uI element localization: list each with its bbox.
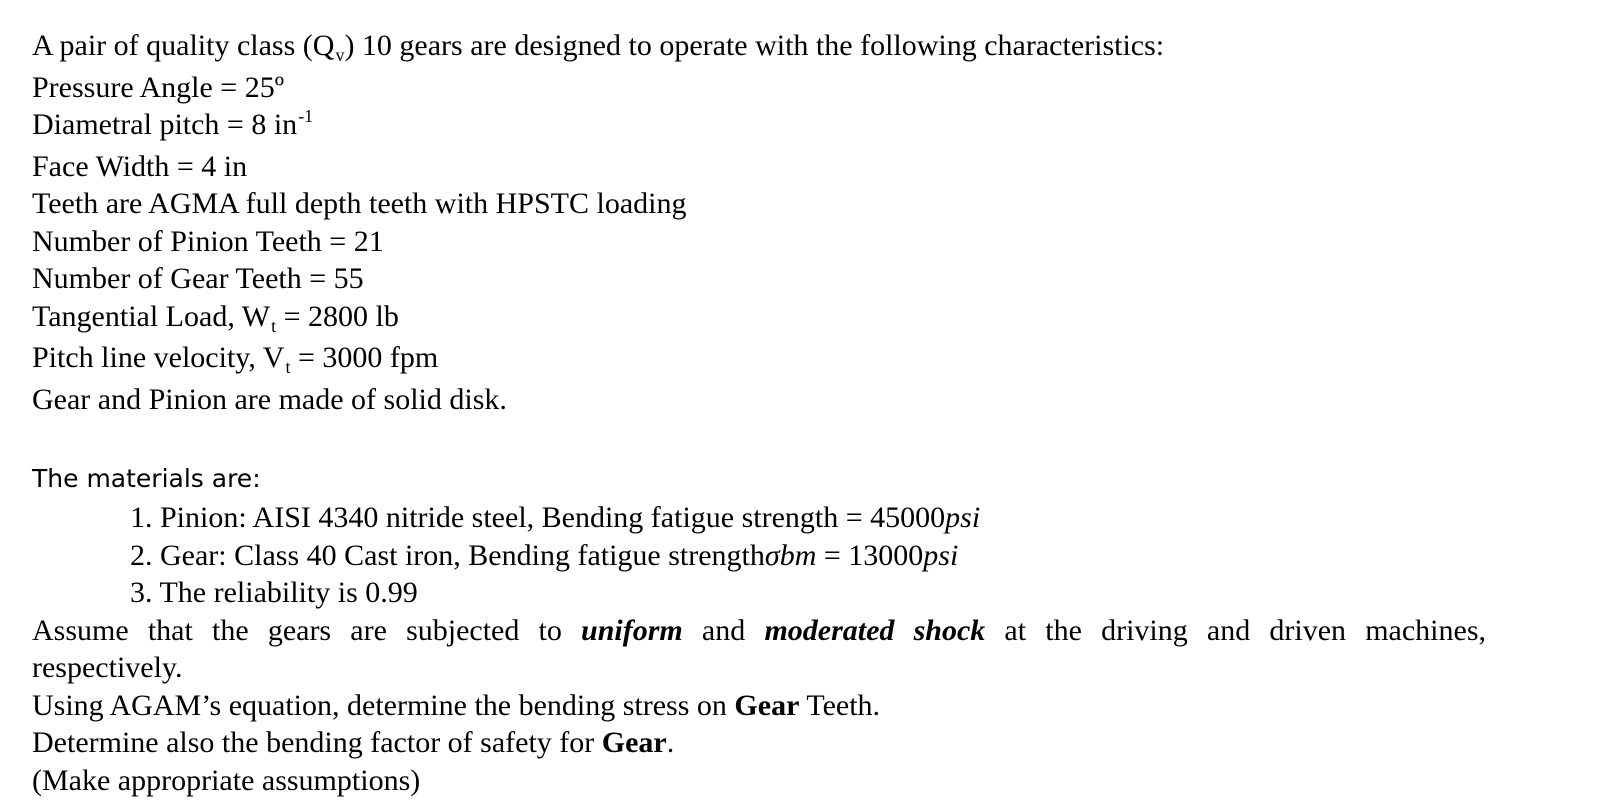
task1-prefix: Using AGAM’s equation, determine the bending stress on	[32, 688, 735, 722]
pitch-velocity-subscript: t	[285, 357, 291, 377]
list-item-text: The reliability is 0.99	[152, 576, 418, 609]
materials-heading: The materials are:	[32, 464, 261, 493]
list-item	[32, 574, 1568, 612]
list-item-unit: psi	[945, 501, 981, 534]
pitch-velocity-value: = 3000 fpm	[290, 341, 439, 374]
list-item-symbol: σbm	[764, 538, 817, 572]
tangential-load-value: = 2800 lb	[276, 299, 399, 333]
tangential-load-line	[32, 298, 1568, 340]
list-item-text: Pinion: AISI 4340 nitride steel, Bending fatigue strength = 45000	[152, 501, 946, 534]
pressure-angle-line: Pressure Angle = 25º	[32, 70, 285, 104]
list-item-number: 1.	[130, 501, 153, 534]
assume-and: and	[682, 613, 765, 647]
intro-subscript: v	[335, 45, 345, 65]
diametral-pitch-superscript: -1	[298, 106, 314, 126]
intro-text: A pair of quality class (Q	[32, 29, 335, 62]
assume-line	[32, 612, 1486, 650]
pitch-velocity-line	[32, 339, 1568, 381]
task-factor-of-safety	[32, 724, 1568, 762]
respectively-line: respectively.	[32, 651, 183, 684]
list-item-number: 2.	[130, 538, 153, 572]
list-item-equals: = 13000	[816, 538, 924, 572]
intro-tail: ) 10 gears are designed to operate with the following characteristics:	[344, 29, 1165, 62]
task-bending-stress	[32, 687, 1568, 725]
moderated-shock-emphasis: moderated shock	[764, 613, 986, 647]
tangential-load-label: Tangential Load, W	[32, 299, 271, 333]
face-width-line: Face Width = 4 in	[32, 149, 248, 183]
intro-line	[32, 27, 1568, 69]
tangential-load-subscript: t	[271, 315, 277, 336]
list-item-unit: psi	[923, 538, 959, 572]
gear-teeth-line: Number of Gear Teeth = 55	[32, 262, 364, 295]
problem-statement	[32, 27, 1568, 799]
assumptions-note: (Make appropriate assumptions)	[32, 763, 421, 797]
list-item	[32, 537, 1568, 575]
solid-disk-line: Gear and Pinion are made of solid disk.	[32, 382, 507, 416]
list-item	[32, 499, 1568, 537]
pitch-velocity-label: Pitch line velocity, V	[32, 341, 285, 374]
uniform-emphasis: uniform	[581, 613, 683, 647]
diametral-pitch-text: Diametral pitch = 8 in	[32, 108, 298, 141]
spacer	[32, 418, 1568, 459]
diametral-pitch-line	[32, 106, 1568, 148]
pinion-teeth-line: Number of Pinion Teeth = 21	[32, 224, 384, 258]
assume-text-end: at the driving and driven machines,	[985, 613, 1486, 647]
list-item-text: Gear: Class 40 Cast iron, Bending fatigue strength	[152, 538, 765, 572]
task2-prefix: Determine also the bending factor of safety for	[32, 726, 602, 759]
assume-text-start: Assume that the gears are subjected to	[32, 613, 582, 647]
materials-list	[32, 499, 1568, 612]
task2-suffix: .	[666, 726, 675, 759]
task2-bold: Gear	[601, 726, 667, 759]
teeth-type-line: Teeth are AGMA full depth teeth with HPSTC loading	[32, 187, 687, 220]
task1-suffix: Teeth.	[799, 688, 881, 722]
list-item-number: 3.	[130, 576, 153, 609]
task1-bold: Gear	[734, 688, 800, 722]
